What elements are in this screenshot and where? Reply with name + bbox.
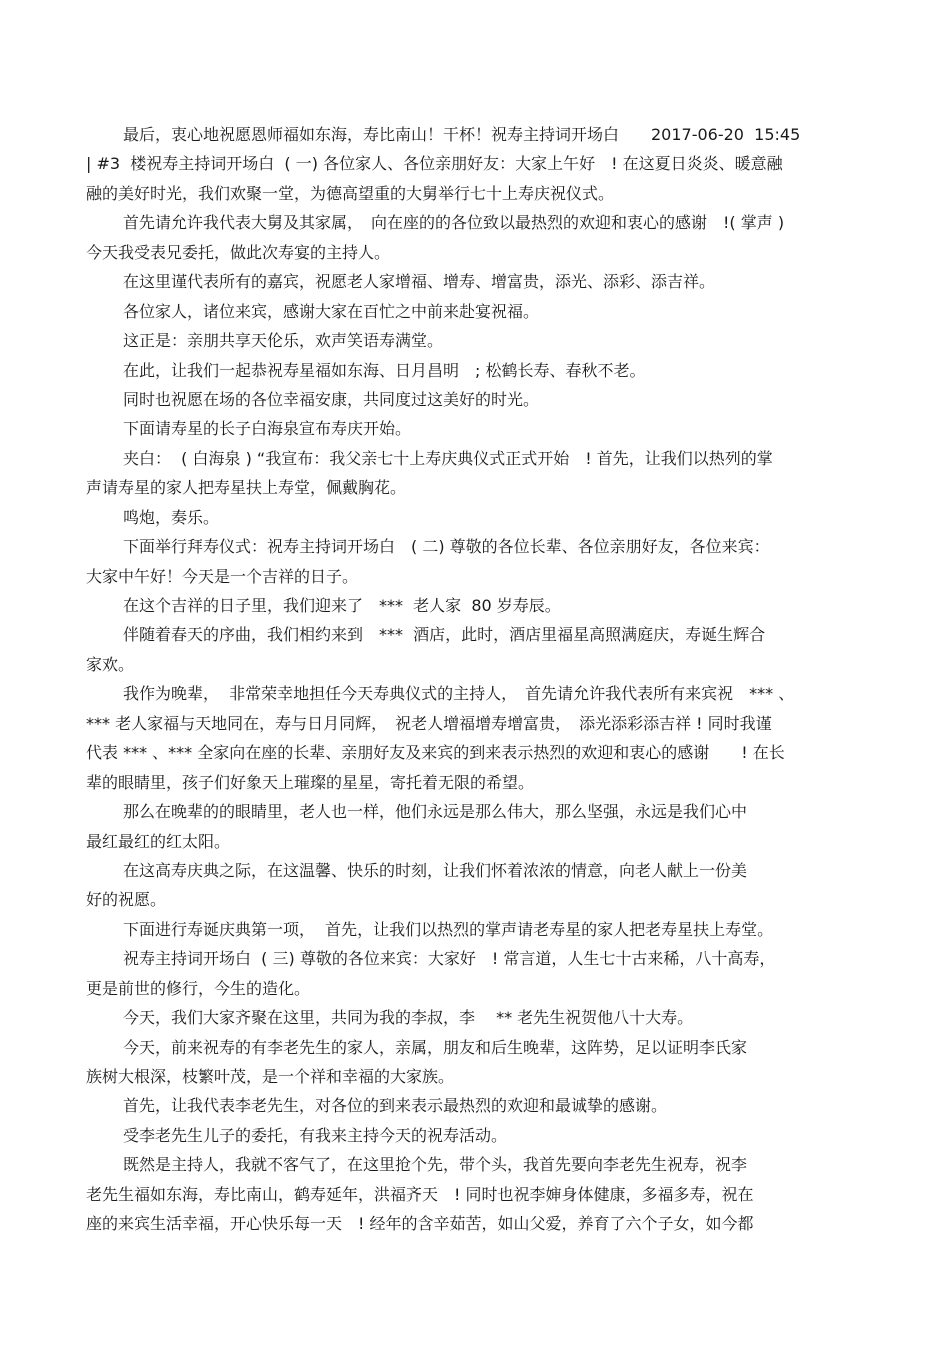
text-line: 融的美好时光，我们欢聚一堂，为德高望重的大舅举行七十上寿庆祝仪式。: [86, 183, 615, 203]
text-line: 同时也祝愿在场的各位幸福安康，共同度过这美好的时光。: [123, 389, 540, 409]
document-body: [86, 120, 876, 1239]
text-line: 今天我受表兄委托，做此次寿宴的主持人。: [86, 242, 391, 262]
text-line: 代表 *** 、*** 全家向在座的长辈、亲朋好友及来宾的到来表示热烈的欢迎和衷心的感谢 ! 在长: [86, 743, 785, 763]
text-line: 今天，前来祝寿的有李老先生的家人，亲属，朋友和后生晚辈，这阵势，足以证明李氏家: [123, 1037, 748, 1057]
text-line: 伴随着春天的序曲，我们相约来到 *** 酒店，此时，酒店里福星高照满庭庆，寿诞生辉合: [123, 625, 766, 645]
text-line: 鸣炮，奏乐。: [123, 507, 220, 527]
text-line: 这正是：亲朋共享天伦乐，欢声笑语寿满堂。: [123, 331, 444, 351]
text-line: 大家中午好！今天是一个吉祥的日子。: [86, 566, 359, 586]
text-line: 好的祝愿。: [86, 890, 167, 910]
text-line: 族树大根深，枝繁叶茂，是一个祥和幸福的大家族。: [86, 1067, 455, 1086]
text-line: 那么在晚辈的的眼睛里，老人也一样，他们永远是那么伟大，那么坚强，永远是我们心中: [123, 802, 748, 822]
text-line: 首先，让我代表李老先生，对各位的到来表示最热烈的欢迎和最诚挚的感谢。: [123, 1096, 668, 1116]
text-line: 下面进行寿诞庆典第一项， 首先，让我们以热烈的掌声请老寿星的家人把老寿星扶上寿堂。: [123, 919, 774, 939]
text-line: 首先请允许我代表大舅及其家属， 向在座的的各位致以最热烈的欢迎和衷心的感谢 !( 掌声 ): [123, 213, 785, 233]
text-line: 座的来宾生活幸福，开心快乐每一天 ! 经年的含辛茹苦，如山父爱，养育了六个子女，如今都: [86, 1214, 754, 1234]
text-line: 辈的眼睛里，孩子们好象天上璀璨的星星，寄托着无限的希望。: [86, 772, 535, 792]
text-line: 家欢。: [86, 654, 135, 674]
text-line: 既然是主持人，我就不客气了，在这里抢个先，带个头，我首先要向李老先生祝寿，祝李: [123, 1155, 748, 1175]
text-line: 我作为晚辈， 非常荣幸地担任今天寿典仪式的主持人， 首先请允许我代表所有来宾祝 *** 、: [123, 684, 795, 704]
text-line: 祝寿主持词开场白 ( 三) 尊敬的各位来宾：大家好 ! 常言道，人生七十古来稀，八十高寿，: [123, 949, 776, 969]
text-line: 下面举行拜寿仪式：祝寿主持词开场白 ( 二) 尊敬的各位长辈、各位亲朋好友，各位来宾：: [123, 537, 770, 557]
text-line: 在这个吉祥的日子里，我们迎来了 *** 老人家 80 岁寿辰。: [123, 596, 561, 615]
text-line: 在这高寿庆典之际，在这温馨、快乐的时刻，让我们怀着浓浓的情意，向老人献上一份美: [123, 860, 748, 880]
text-line: 下面请寿星的长子白海泉宣布寿庆开始。: [123, 419, 412, 439]
text-line: 在此，让我们一起恭祝寿星福如东海、日月昌明 ; 松鹤长寿、春秋不老。: [123, 360, 646, 380]
text-line: 声请寿星的家人把寿星扶上寿堂，佩戴胸花。: [86, 478, 407, 498]
text-line: | #3 楼祝寿主持词开场白 ( 一) 各位家人、各位亲朋好友：大家上午好 ! 在这夏日炎炎、暖意融: [86, 154, 783, 174]
text-line: 更是前世的修行，今生的造化。: [86, 978, 311, 998]
text-line: 在这里谨代表所有的嘉宾，祝愿老人家增福、增寿、增富贵，添光、添彩、添吉祥。: [123, 272, 716, 292]
text-line: 各位家人，诸位来宾，感谢大家在百忙之中前来赴宴祝福。: [123, 301, 540, 321]
text-line: 最红最红的红太阳。: [86, 831, 231, 851]
text-line: 受李老先生儿子的委托，有我来主持今天的祝寿活动。: [123, 1125, 508, 1145]
text-line: *** 老人家福与天地同在，寿与日月同辉， 祝老人增福增寿增富贵， 添光添彩添吉祥 ! 同时我谨: [86, 713, 772, 733]
text-line: 老先生福如东海，寿比南山，鹤寿延年，洪福齐天 ! 同时也祝李婶身体健康，多福多寿，祝在: [86, 1184, 754, 1204]
text-line: 今天，我们大家齐聚在这里，共同为我的李叔，李 ** 老先生祝贺他八十大寿。: [123, 1008, 694, 1028]
text-line: 最后，衷心地祝愿恩师福如东海，寿比南山！干杯！祝寿主持词开场白 2017-06-20 15:45: [123, 125, 801, 144]
text-line: 夹白： ( 白海泉 ) “我宣布：我父亲七十上寿庆典仪式正式开始 ! 首先，让我们以热列的掌: [123, 448, 773, 468]
